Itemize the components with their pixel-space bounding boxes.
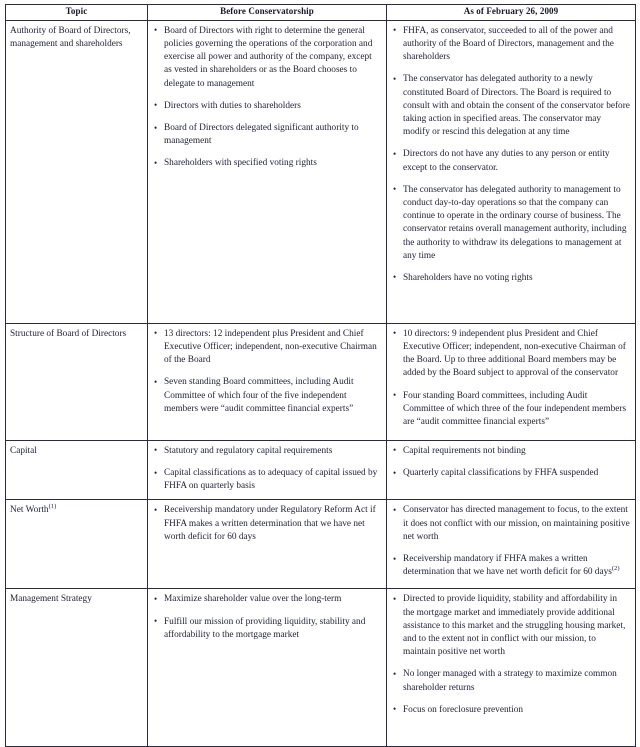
footnote-reference: (2)	[611, 565, 620, 573]
row-topic-cell	[6, 500, 148, 589]
bullet-item: • Quarterly capital classifications by FHFA suspended	[392, 467, 630, 480]
row-topic-cell	[6, 323, 148, 440]
bullet-item: • Board of Directors with right to determine the general policies governing the operations of the corporation and exercise all power and authority of the company, except as vested in shareholders or as the Board chooses to delegate to management	[153, 25, 381, 91]
bullet-item: • Directed to provide liquidity, stability and affordability in the mortgage market and immediately provide additional assistance to this market and the struggling housing market, and to the extent not in conflict with our mission, to maintain positive net worth	[392, 593, 630, 659]
bullet-item: • Seven standing Board committees, including Audit Committee of which four of the five independent members were “audit committee financial experts”	[153, 376, 381, 416]
bullet-item: • Fulfill our mission of providing liquidity, stability and affordability to the mortgage market	[153, 616, 381, 642]
row-as-of-february-26-2009-cell	[387, 500, 636, 589]
row-as-of-february-26-2009-cell	[387, 323, 636, 440]
bullet-list	[153, 328, 381, 416]
row-before-conservatorship-cell	[148, 20, 387, 323]
bullet-list	[392, 25, 630, 285]
bullet-item: • FHFA, as conservator, succeeded to all of the power and authority of the Board of Directors, management and the shareholders	[392, 25, 630, 65]
bullet-item: • No longer managed with a strategy to maximize common shareholder returns	[392, 668, 630, 694]
column-header-as-of-february-26-2009: As of February 26, 2009	[387, 5, 636, 21]
row-as-of-february-26-2009-cell	[387, 589, 636, 747]
table-header-row	[6, 5, 636, 21]
row-before-conservatorship-cell	[148, 323, 387, 440]
bullet-item: • The conservator has delegated authority to a newly constituted Board of Directors. The Board is required to consult with and obtain the consent of the conservator before taking action in specified areas. The conservator may modify or rescind this delegation at any time	[392, 73, 630, 139]
bullet-item: • Board of Directors delegated significant authority to management	[153, 122, 381, 148]
table-row	[6, 500, 636, 589]
bullet-list	[392, 445, 630, 480]
row-topic-cell	[6, 589, 148, 747]
row-topic-label: Authority of Board of Directors, management and shareholders	[10, 25, 131, 50]
row-before-conservatorship-cell	[148, 500, 387, 589]
bullet-list	[153, 445, 381, 494]
table-row	[6, 323, 636, 440]
row-before-conservatorship-cell	[148, 589, 387, 747]
footnote-reference: (1)	[48, 503, 57, 511]
bullet-list	[153, 25, 381, 171]
table-row	[6, 440, 636, 500]
bullet-item: • Directors with duties to shareholders	[153, 100, 381, 113]
bullet-item: • Shareholders have no voting rights	[392, 272, 630, 285]
conservatorship-comparison-table	[5, 4, 636, 747]
bullet-item: • 10 directors: 9 independent plus President and Chief Executive Officer; independent, non-executive Chairman of the Board. Up to three additional Board members may be added by the Board subject to approval of the conservator	[392, 328, 630, 381]
bullet-item: • Receivership mandatory if FHFA makes a written determination that we have net worth deficit for 60 days$^{(2)}$	[392, 553, 630, 579]
bullet-item: • The conservator has delegated authority to management to conduct day-to-day operations so that the company can continue to operate in the ordinary course of business. The conservator retains overall management authority, including the authority to withdraw its delegations to management at any time	[392, 184, 630, 263]
row-topic-label: Structure of Board of Directors	[10, 328, 127, 339]
row-as-of-february-26-2009-cell	[387, 440, 636, 500]
bullet-item: • Capital classifications as to adequacy of capital issued by FHFA on quarterly basis	[153, 467, 381, 493]
row-topic-cell	[6, 20, 148, 323]
bullet-item: • Statutory and regulatory capital requirements	[153, 445, 381, 458]
bullet-item: • Four standing Board committees, including Audit Committee of which three of the four independent members are “audit committee financial experts”	[392, 390, 630, 430]
bullet-item: • Conservator has directed management to focus, to the extent it does not conflict with our mission, on maintaining positive net worth	[392, 504, 630, 544]
bullet-item: • Focus on foreclosure prevention	[392, 704, 630, 717]
bullet-list	[153, 593, 381, 642]
bullet-item: • Directors do not have any duties to any person or entity except to the conservator.	[392, 148, 630, 174]
table-row	[6, 20, 636, 323]
row-before-conservatorship-cell	[148, 440, 387, 500]
bullet-item: • Maximize shareholder value over the long-term	[153, 593, 381, 606]
bullet-list	[392, 328, 630, 429]
column-header-topic: Topic	[6, 5, 148, 21]
table-body	[6, 20, 636, 747]
bullet-item: • 13 directors: 12 independent plus President and Chief Executive Officer; independent, non-executive Chairman of the Board	[153, 328, 381, 368]
row-topic-label: Capital	[10, 445, 37, 456]
column-header-before-conservatorship: Before Conservatorship	[148, 5, 387, 21]
row-as-of-february-26-2009-cell	[387, 20, 636, 323]
bullet-item: • Receivership mandatory under Regulatory Reform Act if FHFA makes a written determination that we have net worth deficit for 60 days	[153, 504, 381, 544]
table-header	[6, 5, 636, 21]
table-row	[6, 589, 636, 747]
bullet-list	[153, 504, 381, 544]
bullet-list	[392, 593, 630, 717]
bullet-list	[392, 504, 630, 579]
row-topic-label: Management Strategy	[10, 594, 92, 605]
bullet-item: • Capital requirements not binding	[392, 445, 630, 458]
bullet-item: • Shareholders with specified voting rights	[153, 157, 381, 170]
row-topic-label: Net Worth$^{(1)}$	[10, 503, 57, 516]
row-topic-cell	[6, 440, 148, 500]
